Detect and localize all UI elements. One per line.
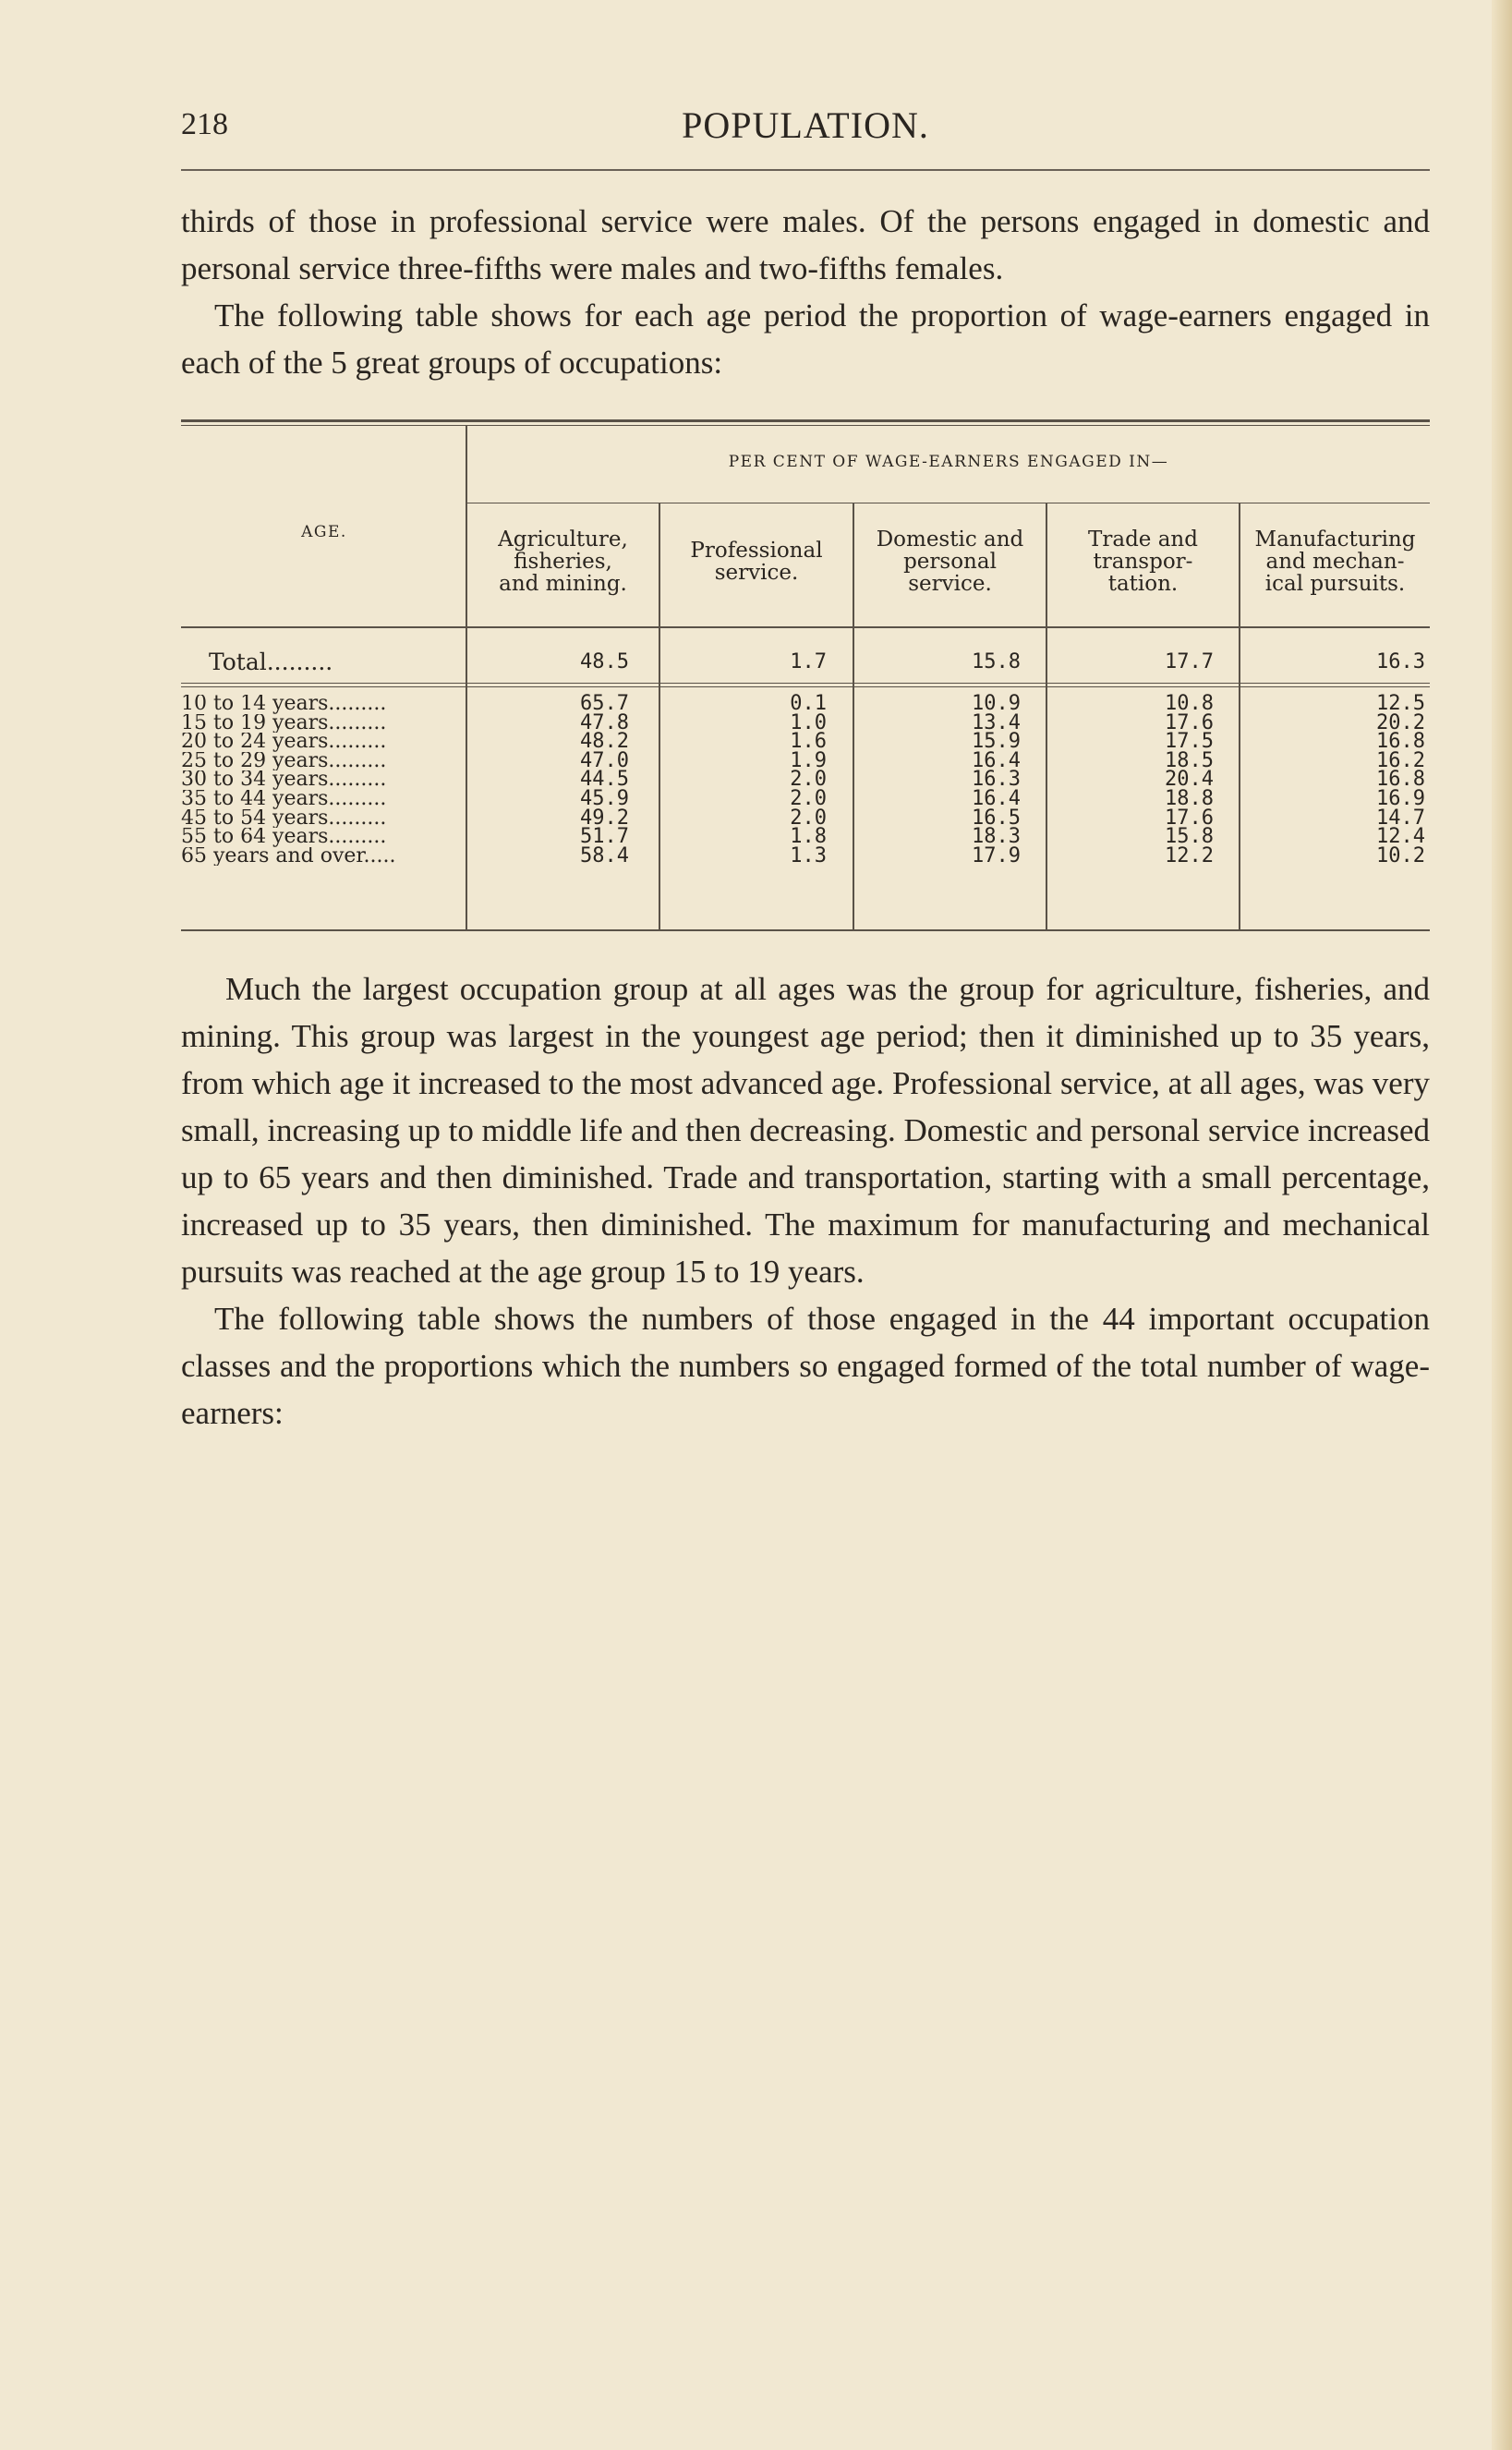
age-label: 30 to 34 years......... (181, 770, 387, 790)
age-label: 20 to 24 years......... (181, 733, 387, 752)
table-cell: 18.3 (972, 825, 1021, 849)
table-cell: 12.2 (1165, 843, 1214, 867)
table-cell: 10.8 (1165, 692, 1214, 715)
table-cell: 1.9 (790, 748, 827, 772)
table-cell: 16.8 (1376, 730, 1425, 754)
age-column-heading: AGE. (301, 523, 347, 541)
table-cell: 16.4 (972, 748, 1021, 772)
total-row-label: Total......... (209, 649, 333, 675)
table-cell: 18.5 (1165, 748, 1214, 772)
table-cell: 1.0 (790, 710, 827, 734)
intro-text (181, 198, 1430, 386)
manufacturing-values (1240, 692, 1425, 867)
column-heading-domestic: Domestic and personal service. (876, 528, 1024, 596)
table-cell: 10.9 (972, 692, 1021, 715)
agriculture-values (467, 692, 629, 867)
column-heading-manufacturing: Manufacturing and mechan- ical pursuits. (1254, 528, 1416, 596)
age-label: 15 to 19 years......... (181, 713, 387, 734)
table-cell: 16.3 (972, 768, 1021, 792)
table-cell: 17.9 (972, 843, 1021, 867)
running-title: POPULATION. (682, 104, 929, 146)
paragraph-next-table-intro: The following table shows the numbers of those engaged in the 44 important occupation classes and the proportions which the numbers so engaged formed of the total number of wage-earners: (181, 1301, 1430, 1431)
table-cell: 17.5 (1165, 730, 1214, 754)
table-cell: 12.5 (1376, 692, 1425, 715)
table-cell: 20.2 (1376, 710, 1425, 734)
professional-values (660, 692, 827, 867)
table-cell: 44.5 (580, 768, 629, 792)
trade-values (1047, 692, 1214, 867)
table-cell: 15.8 (1165, 825, 1214, 849)
table-bottom-rule (181, 929, 1430, 931)
table-cell: 48.2 (580, 730, 629, 754)
table-cell: 51.7 (580, 825, 629, 849)
total-bottom-rule-double (181, 686, 1430, 687)
table-cell: 16.8 (1376, 768, 1425, 792)
age-label: 10 to 14 years......... (181, 695, 387, 714)
paragraph-table-intro: The following table shows for each age period the proportion of wage-earners engaged in each of the 5 great groups of occupations: (181, 297, 1430, 381)
header-rule (181, 169, 1430, 171)
table-cell: 17.6 (1165, 806, 1214, 830)
table-cell: 17.6 (1165, 710, 1214, 734)
table-cell: 10.2 (1376, 843, 1425, 867)
table-spanner-heading: PER CENT OF WAGE-EARNERS ENGAGED IN— (728, 453, 1169, 471)
table-cell: 1.6 (790, 730, 827, 754)
table-cell: 16.9 (1376, 786, 1425, 810)
age-label: 45 to 54 years......... (181, 808, 387, 829)
table-cell: 16.5 (972, 806, 1021, 830)
table-cell: 2.0 (790, 768, 827, 792)
table-cell: 20.4 (1165, 768, 1214, 792)
table-cell: 2.0 (790, 786, 827, 810)
table-cell: 45.9 (580, 786, 629, 810)
table-cell: 16.4 (972, 786, 1021, 810)
age-label: 55 to 64 years......... (181, 828, 387, 847)
age-label: 25 to 29 years......... (181, 751, 387, 771)
table-cell: 1.3 (790, 843, 827, 867)
analysis-text (181, 965, 1430, 1437)
table-cell: 12.4 (1376, 825, 1425, 849)
table-cell: 49.2 (580, 806, 629, 830)
table-cell: 18.8 (1165, 786, 1214, 810)
table-cell: 1.8 (790, 825, 827, 849)
total-agriculture: 48.5 (580, 650, 629, 673)
column-heading-agriculture: Agriculture, fisheries, and mining. (498, 528, 628, 596)
table-cell: 47.8 (580, 710, 629, 734)
total-manufacturing: 16.3 (1376, 650, 1425, 673)
age-label: 35 to 44 years......... (181, 789, 387, 809)
occupation-by-age-table (181, 419, 1430, 937)
total-professional: 1.7 (790, 650, 827, 673)
table-cell: 0.1 (790, 692, 827, 715)
table-cell: 13.4 (972, 710, 1021, 734)
page-number: 218 (181, 107, 228, 141)
table-top-rule-thin (181, 425, 1430, 426)
domestic-values (854, 692, 1021, 867)
table-cell: 14.7 (1376, 806, 1425, 830)
binding-edge (1492, 0, 1512, 2450)
age-label: 65 years and over..... (181, 846, 396, 867)
total-bottom-rule (181, 683, 1430, 684)
table-cell: 58.4 (580, 843, 629, 867)
table-cell: 65.7 (580, 692, 629, 715)
table-cell: 47.0 (580, 748, 629, 772)
paragraph-continuation: thirds of those in professional service were males. Of the persons engaged in domestic and personal service three-fifths were males and two-fifths females. (181, 203, 1430, 286)
column-heading-trade: Trade and transpor- tation. (1088, 528, 1198, 596)
age-period-labels (181, 695, 458, 866)
total-trade: 17.7 (1165, 650, 1214, 673)
table-cell: 16.2 (1376, 748, 1425, 772)
table-top-rule (181, 419, 1430, 422)
total-domestic: 15.8 (972, 650, 1021, 673)
column-heading-professional: Professional service. (690, 539, 823, 585)
table-cell: 2.0 (790, 806, 827, 830)
page-header (181, 100, 1430, 155)
paragraph-analysis: Much the largest occupation group at all ages was the group for agriculture, fisheries, and mining. This group was largest in the youngest age period; then it diminished up to 35 years, from which age it increased to the most advanced age. Professional service, at all ages, was very small, increasing up to middle life and then decreasing. Domestic and personal service increased up to 65 years and then diminished. Trade and transportation, starting with a small percentage, increased up to 35 years, then diminished. The maximum for manufacturing and mechanical pursuits was reached at the age group 15 to 19 years. (181, 971, 1430, 1290)
table-cell: 15.9 (972, 730, 1021, 754)
